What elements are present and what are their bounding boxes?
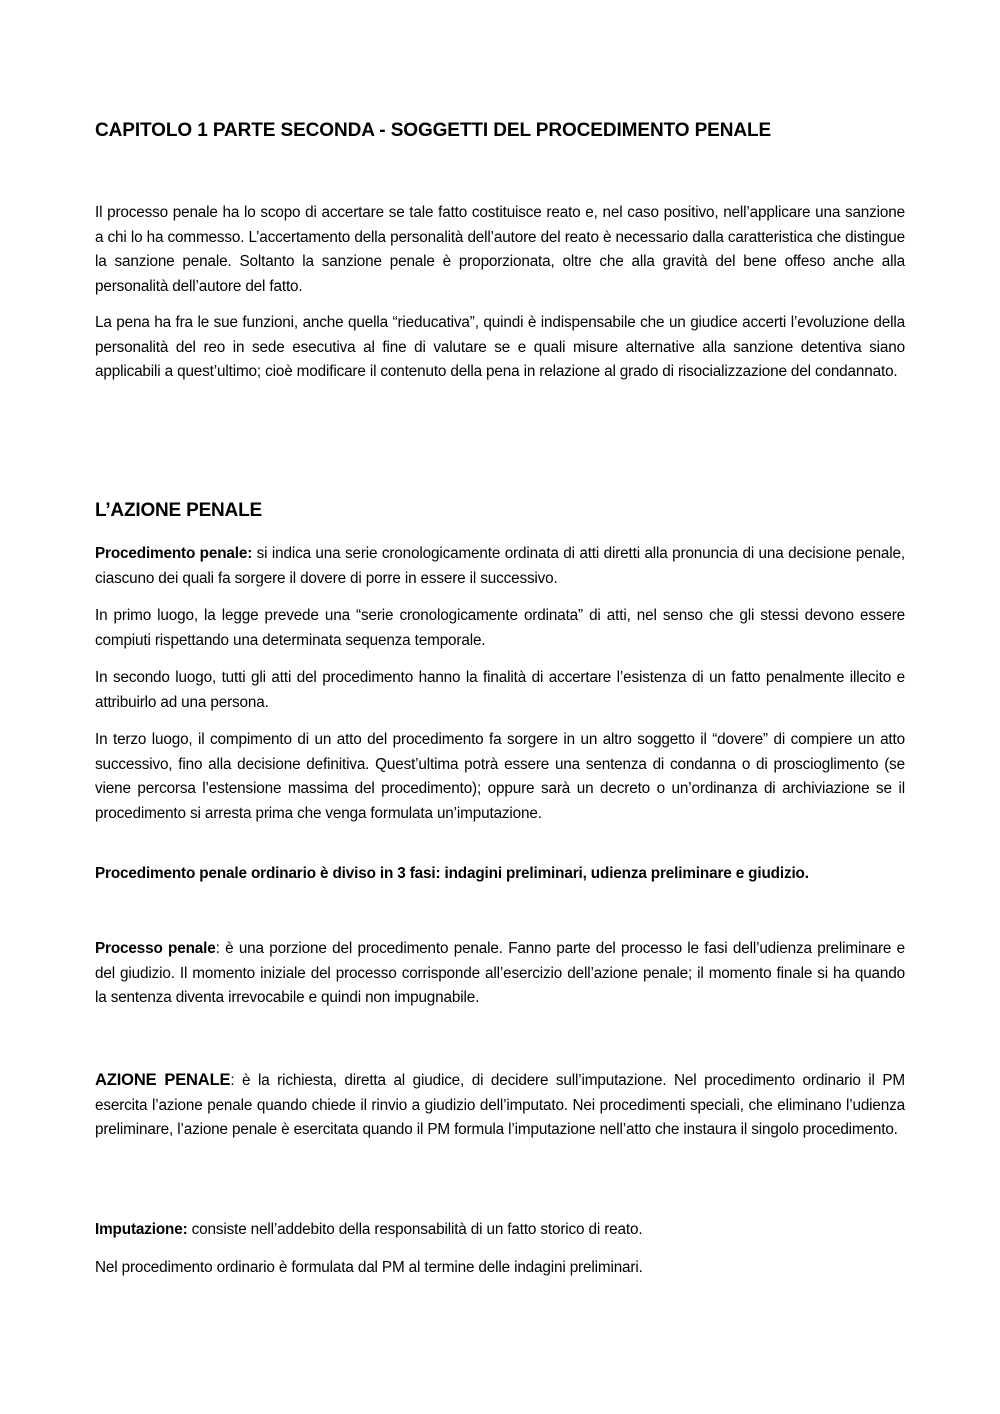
procedimento-definition bbox=[95, 542, 905, 591]
imputazione-term: Imputazione: bbox=[95, 1221, 188, 1238]
intro-paragraph-2: La pena ha fra le sue funzioni, anche quella “rieducativa”, quindi è indispensabile che un giudice accerti l’evoluzione della personalità del reo in sede esecutiva al fine di valutare se e quali misure alternative alla sanzione detentiva siano applicabili a quest’ultimo; cioè modificare il contenuto della pena in relazione al grado di risocializzazione del condannato. bbox=[95, 314, 905, 380]
processo-term: Processo penale bbox=[95, 940, 216, 957]
primo-luogo-paragraph: In primo luogo, la legge prevede una “serie cronologicamente ordinata” di atti, nel senso che gli stessi devono essere compiuti rispettando una determinata sequenza temporale. bbox=[95, 607, 905, 649]
fasi-paragraph: Procedimento penale ordinario è diviso in 3 fasi: indagini preliminari, udienza preliminare e giudizio. bbox=[95, 865, 809, 882]
secondo-luogo-paragraph: In secondo luogo, tutti gli atti del procedimento hanno la finalità di accertare l’esistenza di un fatto penalmente illecito e attribuirlo ad una persona. bbox=[95, 669, 905, 711]
intro-paragraph-1: Il processo penale ha lo scopo di accertare se tale fatto costituisce reato e, nel caso positivo, nell’applicare una sanzione a chi lo ha commesso. L’accertamento della personalità dell’autore del reato è necessario dalla caratteristica che distingue la sanzione penale. Soltanto la sanzione penale è proporzionata, oltre che alla gravità del bene offeso anche alla personalità dell’autore del fatto. bbox=[95, 204, 905, 295]
procedimento-term: Procedimento penale: bbox=[95, 545, 253, 562]
processo-definition bbox=[95, 937, 905, 1011]
azione-definition bbox=[95, 1068, 905, 1143]
chapter-title: CAPITOLO 1 PARTE SECONDA - SOGGETTI DEL PROCEDIMENTO PENALE bbox=[95, 120, 772, 141]
azione-text: : è la richiesta, diretta al giudice, di decidere sull’imputazione. Nel procedimento ordinario il PM esercita l’azione penale quando chiede il rinvio a giudizio dell’imputato. Nei procedimenti speciali, che eliminano l’udienza preliminare, l’azione penale è esercitata quando il PM formula l’imputazione nell’atto che instaura il singolo procedimento. bbox=[95, 1072, 905, 1138]
ordinario-paragraph: Nel procedimento ordinario è formulata dal PM al termine delle indagini preliminari. bbox=[95, 1259, 643, 1276]
terzo-luogo-paragraph: In terzo luogo, il compimento di un atto del procedimento fa sorgere in un altro soggetto il “dovere” di compiere un atto successivo, fino alla decisione definitiva. Quest’ultima potrà essere una sentenza di condanna o di proscioglimento (se viene percorsa l’estensione massima del procedimento); oppure sarà un decreto o un’ordinanza di archiviazione se il procedimento si arresta prima che venga formulata un’imputazione. bbox=[95, 731, 905, 822]
section-title: L’AZIONE PENALE bbox=[95, 500, 262, 521]
processo-text: : è una porzione del procedimento penale. Fanno parte del processo le fasi dell’udienza preliminare e del giudizio. Il momento iniziale del processo corrisponde all’esercizio dell’azione penale; il momento finale si ha quando la sentenza diventa irrevocabile e quindi non impugnabile. bbox=[95, 940, 905, 1006]
imputazione-definition bbox=[95, 1218, 905, 1243]
procedimento-text: si indica una serie cronologicamente ordinata di atti diretti alla pronuncia di una decisione penale, ciascuno dei quali fa sorgere il dovere di porre in essere il successivo. bbox=[95, 545, 905, 587]
azione-term: AZIONE PENALE bbox=[95, 1071, 231, 1089]
imputazione-text: consiste nell’addebito della responsabilità di un fatto storico di reato. bbox=[187, 1221, 643, 1238]
